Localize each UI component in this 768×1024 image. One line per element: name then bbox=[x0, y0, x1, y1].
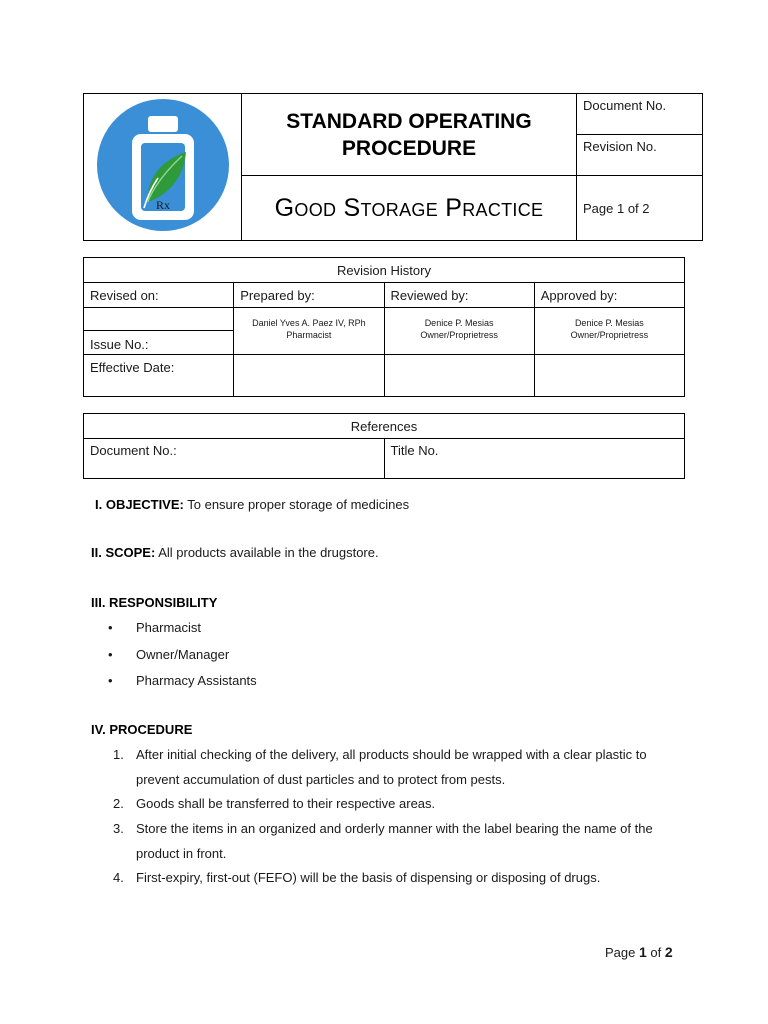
references-title-no-label: Title No. bbox=[384, 439, 685, 479]
effective-date-prepared bbox=[234, 355, 384, 397]
bullet-icon: • bbox=[108, 673, 113, 688]
reviewed-by-name: Denice P. Mesias bbox=[424, 318, 494, 328]
objective-label: I. OBJECTIVE: bbox=[95, 497, 184, 512]
rx-mark: Rx bbox=[155, 197, 170, 212]
footer-page-current: 1 bbox=[639, 944, 647, 960]
revision-history-heading: Revision History bbox=[84, 258, 685, 283]
objective-text: To ensure proper storage of medicines bbox=[187, 497, 410, 512]
issue-no-label: Issue No.: bbox=[84, 331, 234, 355]
revised-on-label: Revised on: bbox=[84, 283, 234, 308]
reviewed-by-signature bbox=[384, 308, 534, 355]
footer-page-total: 2 bbox=[664, 944, 673, 960]
procedure-label: IV. PROCEDURE bbox=[91, 722, 193, 737]
document-subtitle: Good Storage Practice bbox=[242, 176, 577, 241]
document-title: STANDARD OPERATING PROCEDURE bbox=[242, 94, 577, 176]
effective-date-reviewed bbox=[384, 355, 534, 397]
step-number: 2. bbox=[113, 796, 124, 811]
reviewed-by-title: Owner/Proprietress bbox=[420, 330, 498, 340]
list-item-text: Pharmacy Assistants bbox=[136, 673, 257, 688]
prepared-by-label: Prepared by: bbox=[234, 283, 384, 308]
step-number: 1. bbox=[113, 747, 124, 762]
step-text: Goods shall be transferred to their respective areas. bbox=[136, 796, 436, 811]
effective-date-label: Effective Date: bbox=[84, 355, 234, 397]
step-text: After initial checking of the delivery, all products should be wrapped with a clear plastic to prevent accumulation of dust particles and to protect from pests. bbox=[136, 747, 647, 787]
prepared-by-signature bbox=[234, 308, 384, 355]
scope-section bbox=[91, 545, 379, 560]
responsibility-heading bbox=[91, 595, 217, 610]
effective-date-approved bbox=[534, 355, 684, 397]
references-heading: References bbox=[84, 414, 685, 439]
references-table bbox=[83, 413, 685, 479]
footer-of-word: of bbox=[650, 945, 662, 960]
references-document-no-label: Document No.: bbox=[84, 439, 385, 479]
reviewed-by-label: Reviewed by: bbox=[384, 283, 534, 308]
page-label: Page 1 of 2 bbox=[577, 176, 703, 241]
scope-label: II. SCOPE: bbox=[91, 545, 156, 560]
prepared-by-title: Pharmacist bbox=[286, 330, 332, 340]
step-number: 4. bbox=[113, 870, 124, 885]
prepared-by-name: Daniel Yves A. Paez IV, RPh bbox=[252, 318, 366, 328]
bullet-icon: • bbox=[108, 620, 113, 635]
scope-text: All products available in the drugstore. bbox=[158, 545, 379, 560]
approved-by-label: Approved by: bbox=[534, 283, 684, 308]
revision-history-table bbox=[83, 257, 685, 397]
document-no-label: Document No. bbox=[577, 94, 703, 135]
page-footer bbox=[605, 944, 673, 960]
header-table bbox=[83, 93, 703, 241]
step-text: First-expiry, first-out (FEFO) will be the basis of dispensing or disposing of drugs. bbox=[136, 870, 601, 885]
revision-no-label: Revision No. bbox=[577, 135, 703, 176]
list-item-text: Owner/Manager bbox=[136, 647, 230, 662]
logo-cell bbox=[84, 94, 242, 241]
approved-by-signature bbox=[534, 308, 684, 355]
list-item-text: Pharmacist bbox=[136, 620, 202, 635]
pharmacy-logo bbox=[96, 98, 230, 232]
approved-by-title: Owner/Proprietress bbox=[570, 330, 649, 340]
step-number: 3. bbox=[113, 821, 124, 836]
approved-by-name: Denice P. Mesias bbox=[574, 318, 644, 328]
revised-on-value bbox=[84, 308, 234, 331]
procedure-heading bbox=[91, 722, 192, 737]
footer-page-word: Page bbox=[605, 945, 636, 960]
bullet-icon: • bbox=[108, 647, 113, 662]
objective-section bbox=[95, 497, 409, 512]
step-text: Store the items in an organized and orderly manner with the label bearing the name of the product in front. bbox=[136, 821, 653, 861]
responsibility-label: III. RESPONSIBILITY bbox=[91, 595, 218, 610]
